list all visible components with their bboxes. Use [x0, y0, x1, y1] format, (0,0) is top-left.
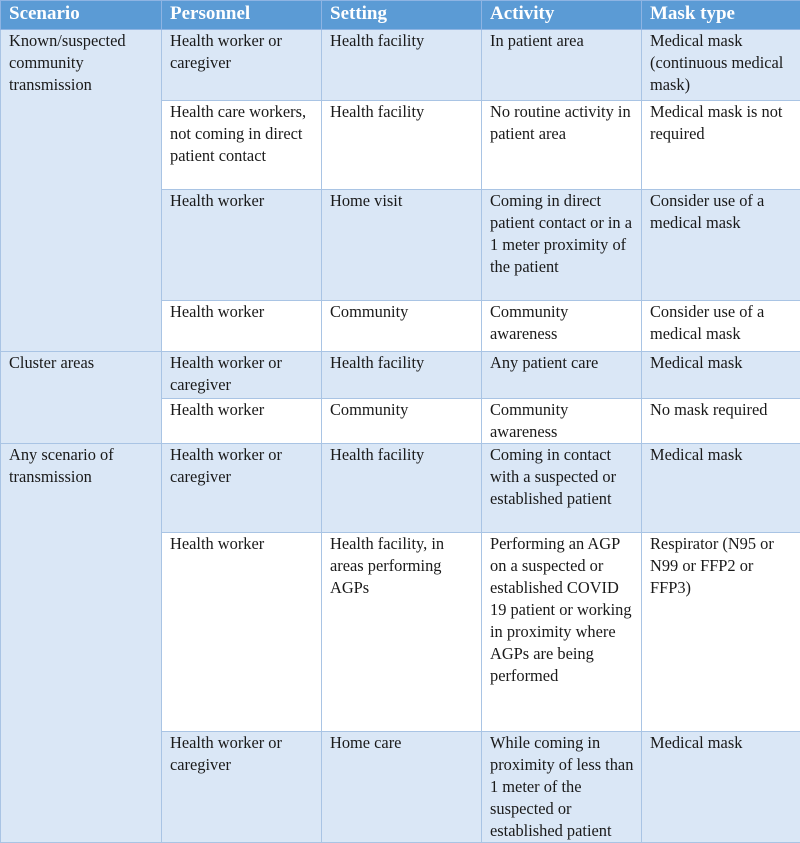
setting-cell: Community	[322, 301, 482, 352]
setting-cell: Home care	[322, 732, 482, 843]
activity-cell: Community awareness	[482, 399, 642, 444]
setting-cell: Home visit	[322, 190, 482, 301]
mask-type-cell: Medical mask	[642, 732, 800, 843]
mask-type-cell: Consider use of a medical mask	[642, 190, 800, 301]
personnel-cell: Health worker	[162, 301, 322, 352]
activity-cell: Community awareness	[482, 301, 642, 352]
mask-type-cell: Medical mask (continuous medical mask)	[642, 30, 800, 101]
personnel-cell: Health care workers, not coming in direct patient contact	[162, 101, 322, 190]
setting-cell: Health facility	[322, 352, 482, 399]
activity-cell: Coming in direct patient contact or in a 1 meter proximity of the patient	[482, 190, 642, 301]
personnel-cell: Health worker	[162, 399, 322, 444]
header-scenario: Scenario	[1, 1, 162, 30]
activity-cell: Any patient care	[482, 352, 642, 399]
setting-cell: Health facility	[322, 101, 482, 190]
mask-type-cell: Medical mask is not required	[642, 101, 800, 190]
activity-cell: Performing an AGP on a suspected or established COVID 19 patient or working in proximity where AGPs are being performed	[482, 533, 642, 732]
scenario-cell: Known/suspected community transmission	[1, 30, 162, 352]
setting-cell: Health facility, in areas performing AGPs	[322, 533, 482, 732]
setting-cell: Health facility	[322, 30, 482, 101]
header-personnel: Personnel	[162, 1, 322, 30]
personnel-cell: Health worker or caregiver	[162, 444, 322, 533]
activity-cell: While coming in proximity of less than 1 meter of the suspected or established patient	[482, 732, 642, 843]
personnel-cell: Health worker	[162, 533, 322, 732]
header-mask-type: Mask type	[642, 1, 800, 30]
personnel-cell: Health worker or caregiver	[162, 30, 322, 101]
mask-type-cell: Medical mask	[642, 352, 800, 399]
scenario-cell: Cluster areas	[1, 352, 162, 444]
mask-type-cell: Medical mask	[642, 444, 800, 533]
setting-cell: Community	[322, 399, 482, 444]
activity-cell: In patient area	[482, 30, 642, 101]
table-row	[1, 444, 800, 533]
activity-cell: No routine activity in patient area	[482, 101, 642, 190]
personnel-cell: Health worker or caregiver	[162, 352, 322, 399]
table-row	[1, 30, 800, 101]
scenario-cell: Any scenario of transmission	[1, 444, 162, 843]
mask-type-cell: Consider use of a medical mask	[642, 301, 800, 352]
mask-type-cell: No mask required	[642, 399, 800, 444]
mask-type-cell: Respirator (N95 or N99 or FFP2 or FFP3)	[642, 533, 800, 732]
personnel-cell: Health worker	[162, 190, 322, 301]
table-row	[1, 352, 800, 399]
personnel-cell: Health worker or caregiver	[162, 732, 322, 843]
header-setting: Setting	[322, 1, 482, 30]
header-activity: Activity	[482, 1, 642, 30]
setting-cell: Health facility	[322, 444, 482, 533]
activity-cell: Coming in contact with a suspected or established patient	[482, 444, 642, 533]
header-row	[1, 1, 800, 30]
